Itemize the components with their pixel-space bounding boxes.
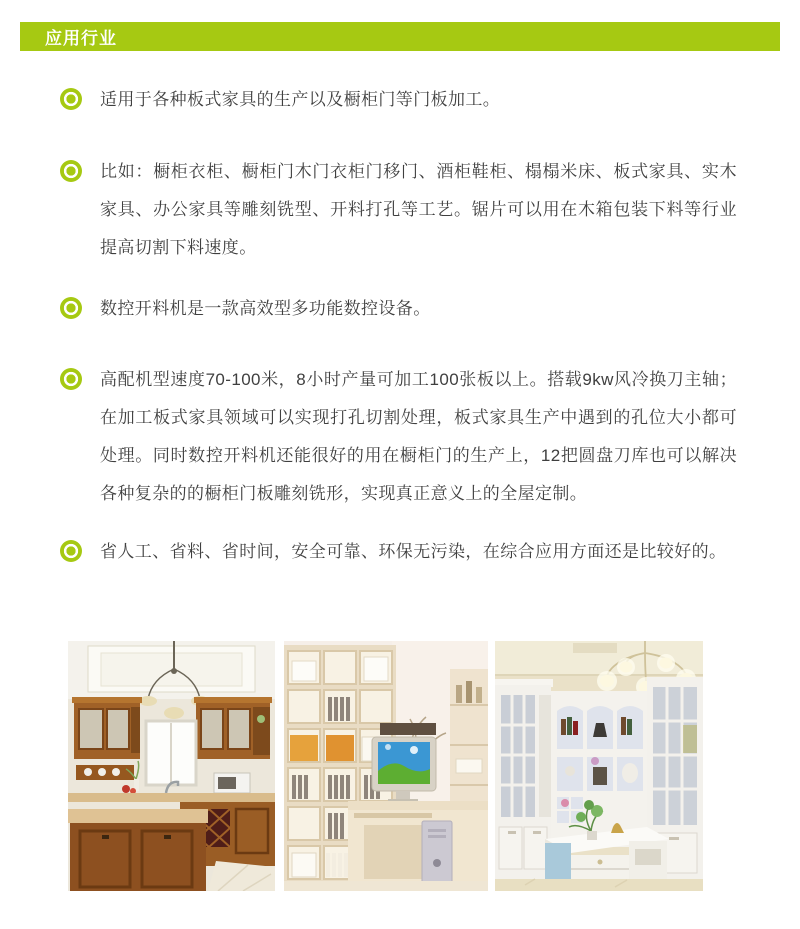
bookshelf-desk-photo-illustration <box>284 641 488 891</box>
bullet-text-1: 适用于各种板式家具的生产以及橱柜门等门板加工。 <box>100 90 501 109</box>
bullet-text-4: 高配机型速度70-100米，8小时产量可加工100张板以上。搭载9kw风冷换刀主轴；在加工板式家具领域可以实现打孔切割处理，板式家具生产中遇到的孔位大小都可处理。同时数控开料机还能很好的用在橱柜门的生产上，12把圆盘刀库也可以解决各种复杂的的橱柜门板雕刻铣形，实现真正意义上的全屋定制。 <box>100 370 737 503</box>
kitchen-photo-illustration <box>68 641 275 891</box>
bullet-text-5: 省人工、省料、省时间，安全可靠、环保无污染，在综合应用方面还是比较好的。 <box>100 542 727 561</box>
bookshelf-desk-photo <box>284 641 488 891</box>
target-bullet-icon <box>60 297 82 319</box>
target-bullet-icon <box>60 160 82 182</box>
bullet-item-4 <box>60 361 740 513</box>
corner-study-photo <box>495 641 703 891</box>
bullet-item-3 <box>60 290 740 328</box>
bullet-item-5 <box>60 533 740 571</box>
target-bullet-icon <box>60 368 82 390</box>
corner-study-photo-illustration <box>495 641 703 891</box>
section-header-bar <box>20 22 780 51</box>
bullet-item-2 <box>60 153 740 267</box>
section-title: 应用行业 <box>45 29 117 48</box>
image-gallery <box>68 641 732 891</box>
bullet-item-1 <box>60 81 740 119</box>
target-bullet-icon <box>60 540 82 562</box>
target-bullet-icon <box>60 88 82 110</box>
kitchen-photo <box>68 641 275 891</box>
bullet-text-2: 比如：橱柜衣柜、橱柜门木门衣柜门移门、酒柜鞋柜、榻榻米床、板式家具、实木家具、办公家具等雕刻铣型、开料打孔等工艺。锯片可以用在木箱包装下料等行业提高切割下料速度。 <box>100 162 737 257</box>
bullet-text-3: 数控开料机是一款高效型多功能数控设备。 <box>100 299 431 318</box>
